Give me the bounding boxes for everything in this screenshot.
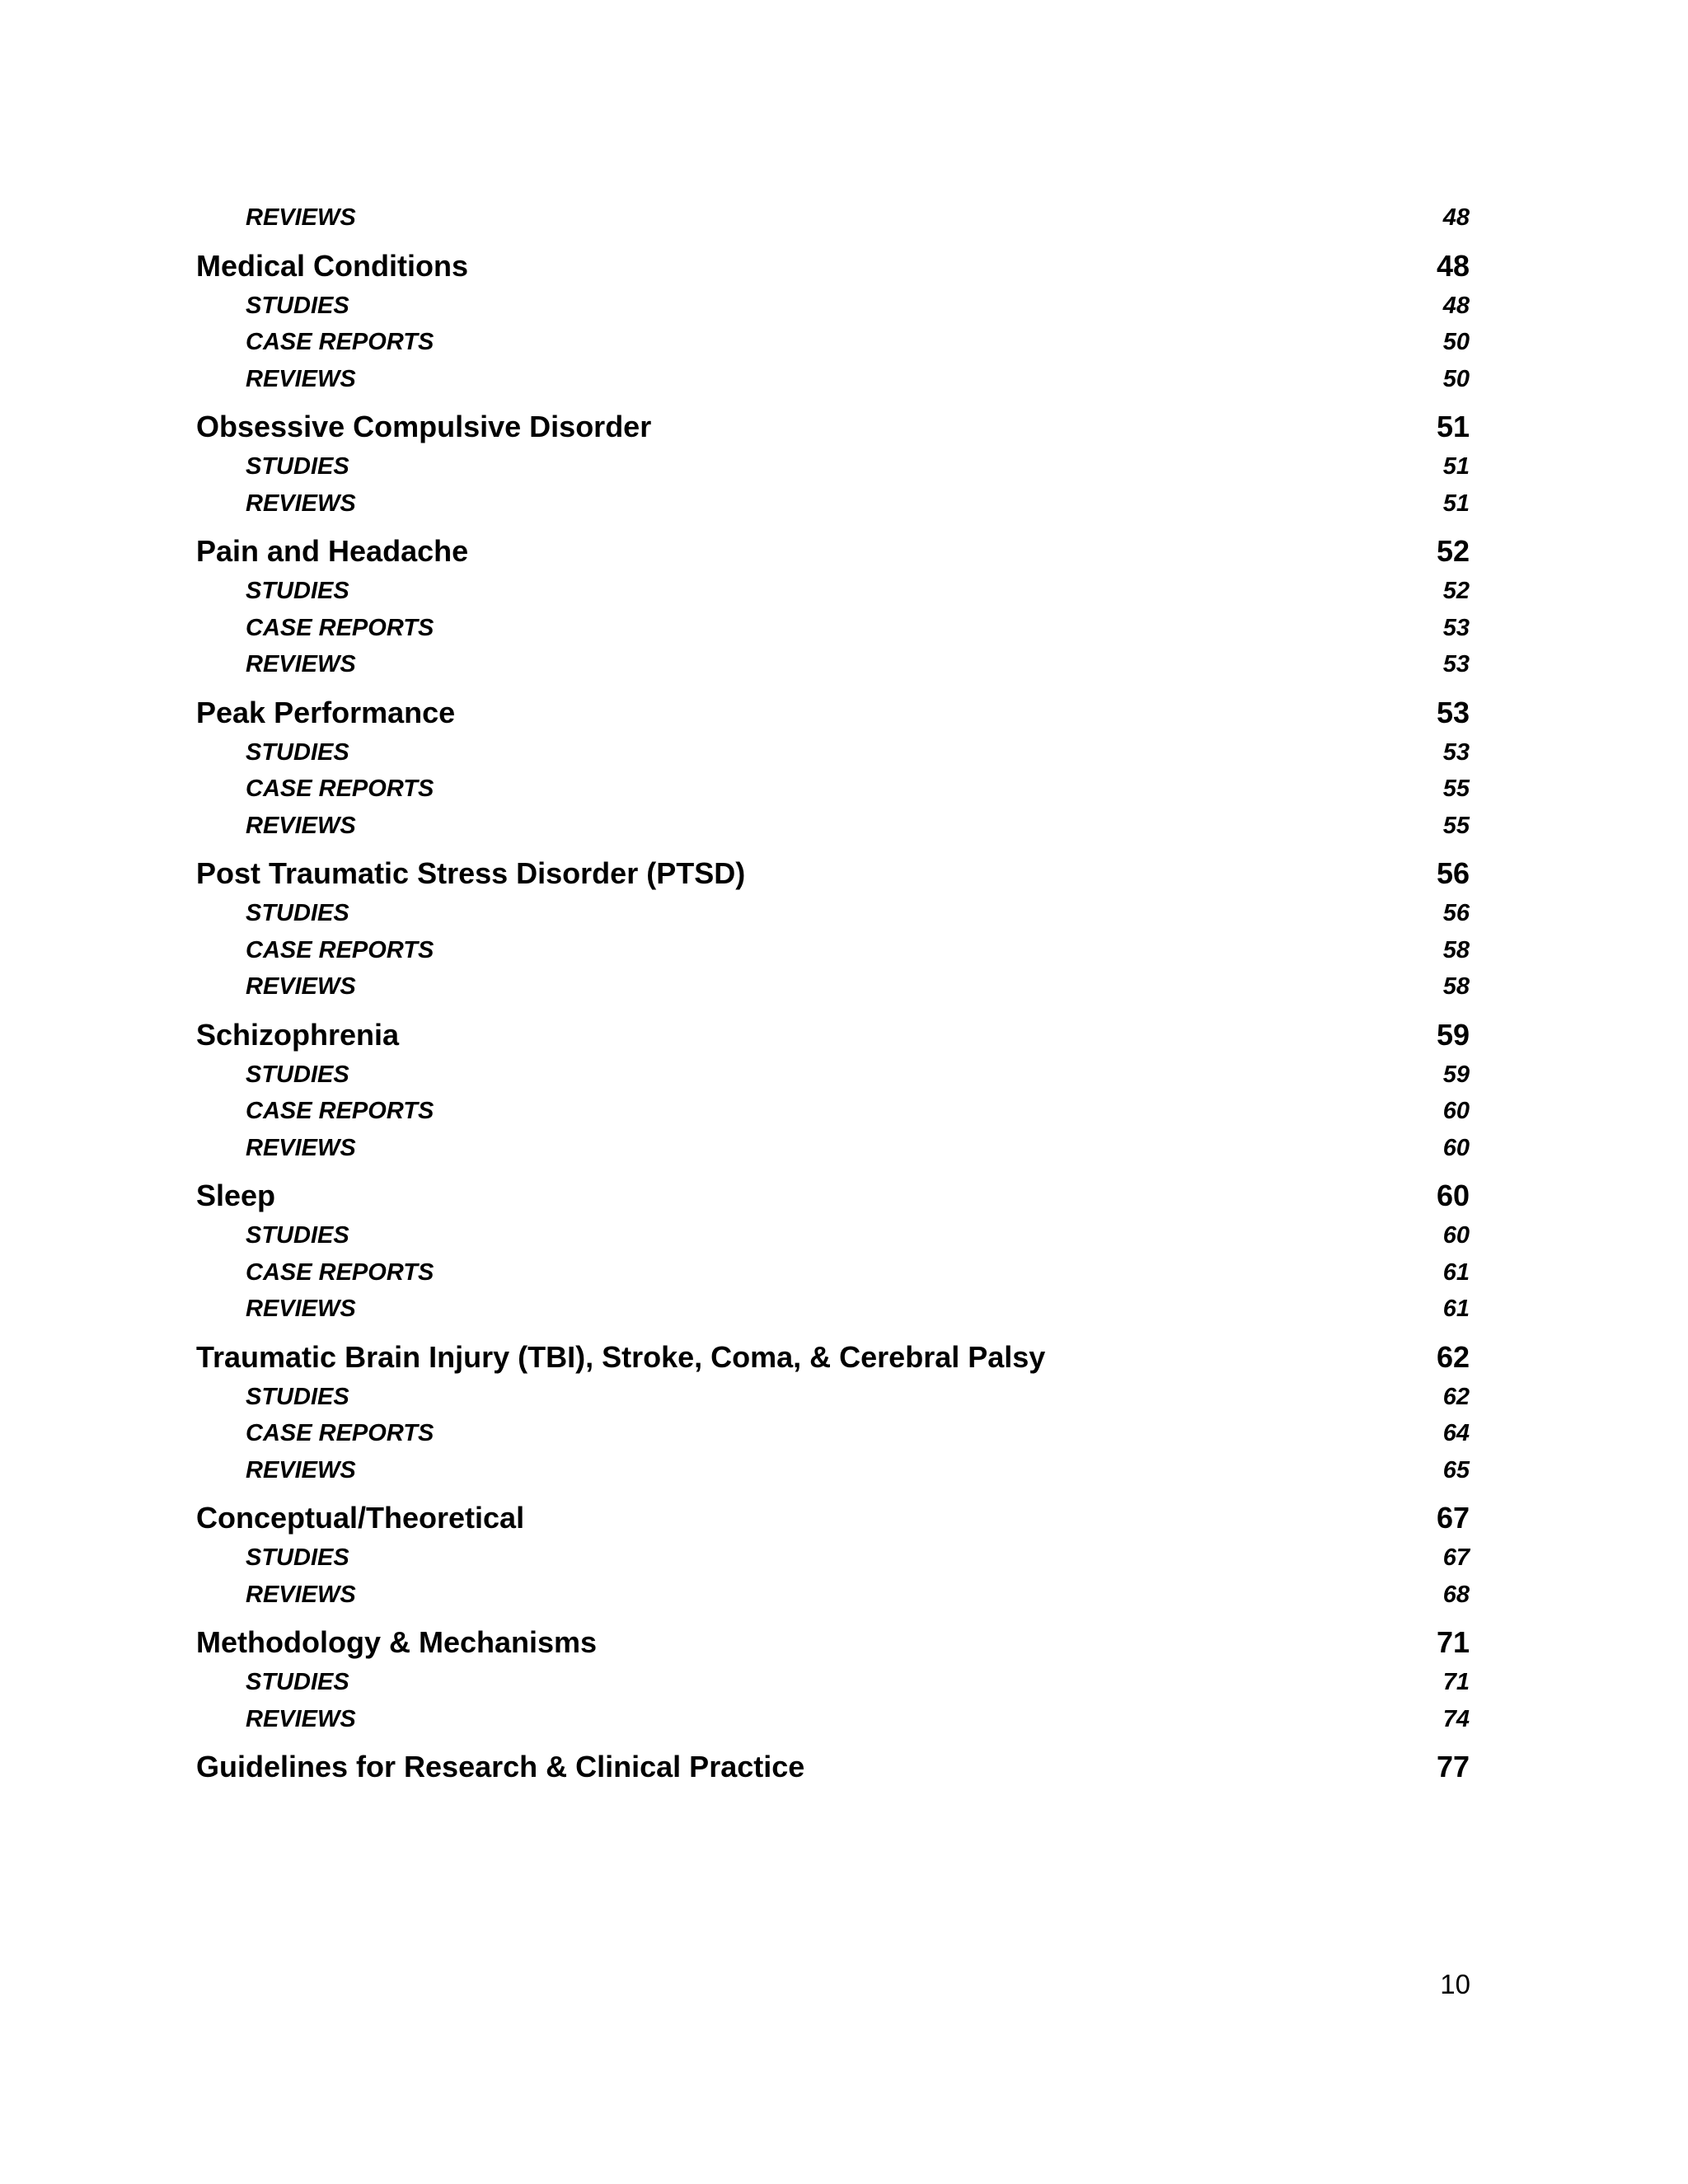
toc-section-heading[interactable]	[196, 693, 1470, 732]
toc-subentry[interactable]	[196, 324, 1470, 361]
toc-subentry-page: 60	[1442, 1134, 1470, 1161]
toc-subentry-page: 61	[1442, 1296, 1470, 1322]
toc-section-heading[interactable]	[196, 1747, 1470, 1786]
toc-section-page: 60	[1436, 1179, 1470, 1212]
toc-subentry-page: 53	[1442, 738, 1470, 766]
toc-section-title: Medical Conditions	[196, 248, 469, 283]
toc-subentry-label: REVIEWS	[246, 490, 356, 517]
toc-subentry-page: 48	[1442, 292, 1470, 319]
toc-subentry-page: 59	[1442, 1061, 1470, 1088]
toc-subentry[interactable]	[196, 448, 1470, 485]
toc-subentry-page: 50	[1442, 365, 1470, 392]
toc-subentry-page: 51	[1442, 490, 1470, 517]
toc-subentry-page: 67	[1442, 1544, 1470, 1571]
toc-subentry[interactable]	[196, 1701, 1470, 1738]
toc-subentry[interactable]	[196, 968, 1470, 1005]
toc-subentry-label: REVIEWS	[246, 365, 356, 392]
toc-section-title: Guidelines for Research & Clinical Practice	[196, 1750, 805, 1783]
toc-section-heading[interactable]	[196, 1498, 1470, 1537]
toc-section-heading[interactable]	[196, 532, 1470, 570]
toc-subentry[interactable]	[196, 734, 1470, 771]
toc-section-title: Sleep	[196, 1179, 276, 1212]
toc-subentry-page: 48	[1442, 204, 1470, 231]
toc-subentry[interactable]	[196, 610, 1470, 647]
toc-subentry[interactable]	[196, 1130, 1470, 1167]
toc-subentry-label: STUDIES	[246, 1544, 349, 1571]
toc-subentry[interactable]	[196, 1577, 1470, 1614]
toc-subentry-page: 62	[1442, 1383, 1470, 1410]
toc-subentry-page: 60	[1442, 1098, 1470, 1124]
toc-subentry[interactable]	[196, 288, 1470, 325]
toc-section-heading[interactable]	[196, 246, 1470, 285]
toc-subentry-page: 50	[1442, 329, 1470, 355]
toc-section-heading[interactable]	[196, 854, 1470, 893]
toc-subentry-label: STUDIES	[246, 1383, 349, 1410]
toc-subentry-page: 56	[1442, 900, 1470, 926]
table-of-contents	[196, 199, 1470, 1788]
toc-subentry-label: REVIEWS	[246, 812, 356, 839]
toc-subentry-page: 53	[1442, 651, 1470, 677]
toc-subentry[interactable]	[196, 361, 1470, 398]
toc-subentry-label: STUDIES	[246, 1222, 349, 1249]
toc-subentry-label: CASE REPORTS	[246, 614, 434, 641]
toc-subentry[interactable]	[196, 1093, 1470, 1130]
toc-subentry-label: CASE REPORTS	[246, 1098, 434, 1124]
toc-subentry-page: 71	[1442, 1669, 1470, 1695]
toc-section-heading[interactable]	[196, 1015, 1470, 1054]
toc-section-page: 48	[1436, 248, 1470, 283]
toc-subentry-label: REVIEWS	[246, 1705, 356, 1732]
toc-subentry-page: 58	[1442, 936, 1470, 963]
toc-subentry[interactable]	[196, 808, 1470, 845]
toc-subentry-page: 53	[1442, 614, 1470, 641]
toc-section-title: Traumatic Brain Injury (TBI), Stroke, Coma, & Cerebral Palsy	[196, 1339, 1046, 1374]
toc-subentry-label: STUDIES	[246, 738, 349, 766]
toc-subentry-page: 60	[1442, 1222, 1470, 1249]
toc-subentry-label: REVIEWS	[246, 1296, 356, 1322]
toc-subentry[interactable]	[196, 573, 1470, 610]
toc-subentry-page: 61	[1442, 1258, 1470, 1286]
toc-section-page: 67	[1436, 1501, 1470, 1535]
toc-section-title: Post Traumatic Stress Disorder (PTSD)	[196, 856, 746, 890]
toc-subentry[interactable]	[196, 895, 1470, 932]
toc-subentry[interactable]	[196, 1452, 1470, 1489]
toc-subentry-page: 74	[1442, 1705, 1470, 1732]
toc-subentry[interactable]	[196, 646, 1470, 683]
toc-subentry-label: REVIEWS	[246, 1581, 356, 1608]
toc-section-heading[interactable]	[196, 1623, 1470, 1661]
toc-subentry-label: STUDIES	[246, 1669, 349, 1695]
toc-section-heading[interactable]	[196, 1176, 1470, 1215]
toc-subentry[interactable]	[196, 485, 1470, 523]
toc-section-title: Obsessive Compulsive Disorder	[196, 410, 652, 443]
toc-section-heading[interactable]	[196, 1338, 1470, 1376]
toc-subentry[interactable]	[196, 1254, 1470, 1291]
toc-subentry-label: CASE REPORTS	[246, 329, 434, 355]
toc-subentry-label: CASE REPORTS	[246, 776, 434, 802]
toc-subentry-page: 65	[1442, 1456, 1470, 1483]
toc-subentry-page: 64	[1442, 1420, 1470, 1446]
toc-section-page: 51	[1436, 410, 1470, 443]
toc-sections	[196, 246, 1470, 1787]
toc-subentry[interactable]	[196, 1664, 1470, 1701]
toc-subentry-label: REVIEWS	[246, 651, 356, 677]
toc-subentry[interactable]	[196, 1217, 1470, 1254]
toc-subentry-label: CASE REPORTS	[246, 1420, 434, 1446]
toc-subentry-label: REVIEWS	[246, 204, 356, 231]
toc-section-page: 56	[1436, 856, 1470, 890]
toc-subentry-label: STUDIES	[246, 1061, 349, 1088]
toc-subentry-label: STUDIES	[246, 292, 349, 319]
toc-subentry[interactable]	[196, 199, 1470, 237]
toc-section-title: Schizophrenia	[196, 1017, 400, 1052]
toc-subentry-page: 55	[1442, 812, 1470, 839]
toc-section-page: 53	[1436, 695, 1470, 729]
toc-section-title: Methodology & Mechanisms	[196, 1625, 598, 1659]
toc-subentry-label: REVIEWS	[246, 973, 356, 1000]
toc-subentry-label: STUDIES	[246, 900, 349, 926]
toc-subentry-page: 68	[1442, 1581, 1470, 1608]
toc-subentry-page: 51	[1442, 453, 1470, 480]
toc-subentry-label: STUDIES	[246, 578, 349, 604]
toc-subentry[interactable]	[196, 1057, 1470, 1094]
page-number: 10	[1440, 1969, 1470, 1999]
toc-subentry[interactable]	[196, 1540, 1470, 1577]
toc-section-heading[interactable]	[196, 407, 1470, 446]
toc-subentry-label: CASE REPORTS	[246, 936, 434, 963]
toc-subentry-page: 55	[1442, 776, 1470, 802]
toc-subentry-label: REVIEWS	[246, 1134, 356, 1161]
toc-subentry[interactable]	[196, 932, 1470, 969]
toc-subentry-label: REVIEWS	[246, 1456, 356, 1483]
toc-subentry[interactable]	[196, 1415, 1470, 1452]
toc-section-title: Conceptual/Theoretical	[196, 1501, 525, 1535]
toc-section-page: 52	[1436, 534, 1470, 568]
toc-section-page: 71	[1436, 1625, 1470, 1659]
toc-section-title: Pain and Headache	[196, 534, 469, 568]
toc-subentry[interactable]	[196, 1291, 1470, 1328]
toc-section-title: Peak Performance	[196, 695, 456, 729]
toc-subentry-page: 52	[1442, 578, 1470, 604]
toc-subentry[interactable]	[196, 771, 1470, 808]
toc-subentry[interactable]	[196, 1379, 1470, 1416]
toc-section-page: 62	[1436, 1339, 1470, 1374]
toc-subentry-label: STUDIES	[246, 453, 349, 480]
toc-subentry-label: CASE REPORTS	[246, 1258, 434, 1286]
toc-subentry-page: 58	[1442, 973, 1470, 1000]
toc-section-page: 77	[1436, 1750, 1470, 1783]
toc-section-page: 59	[1436, 1017, 1470, 1052]
